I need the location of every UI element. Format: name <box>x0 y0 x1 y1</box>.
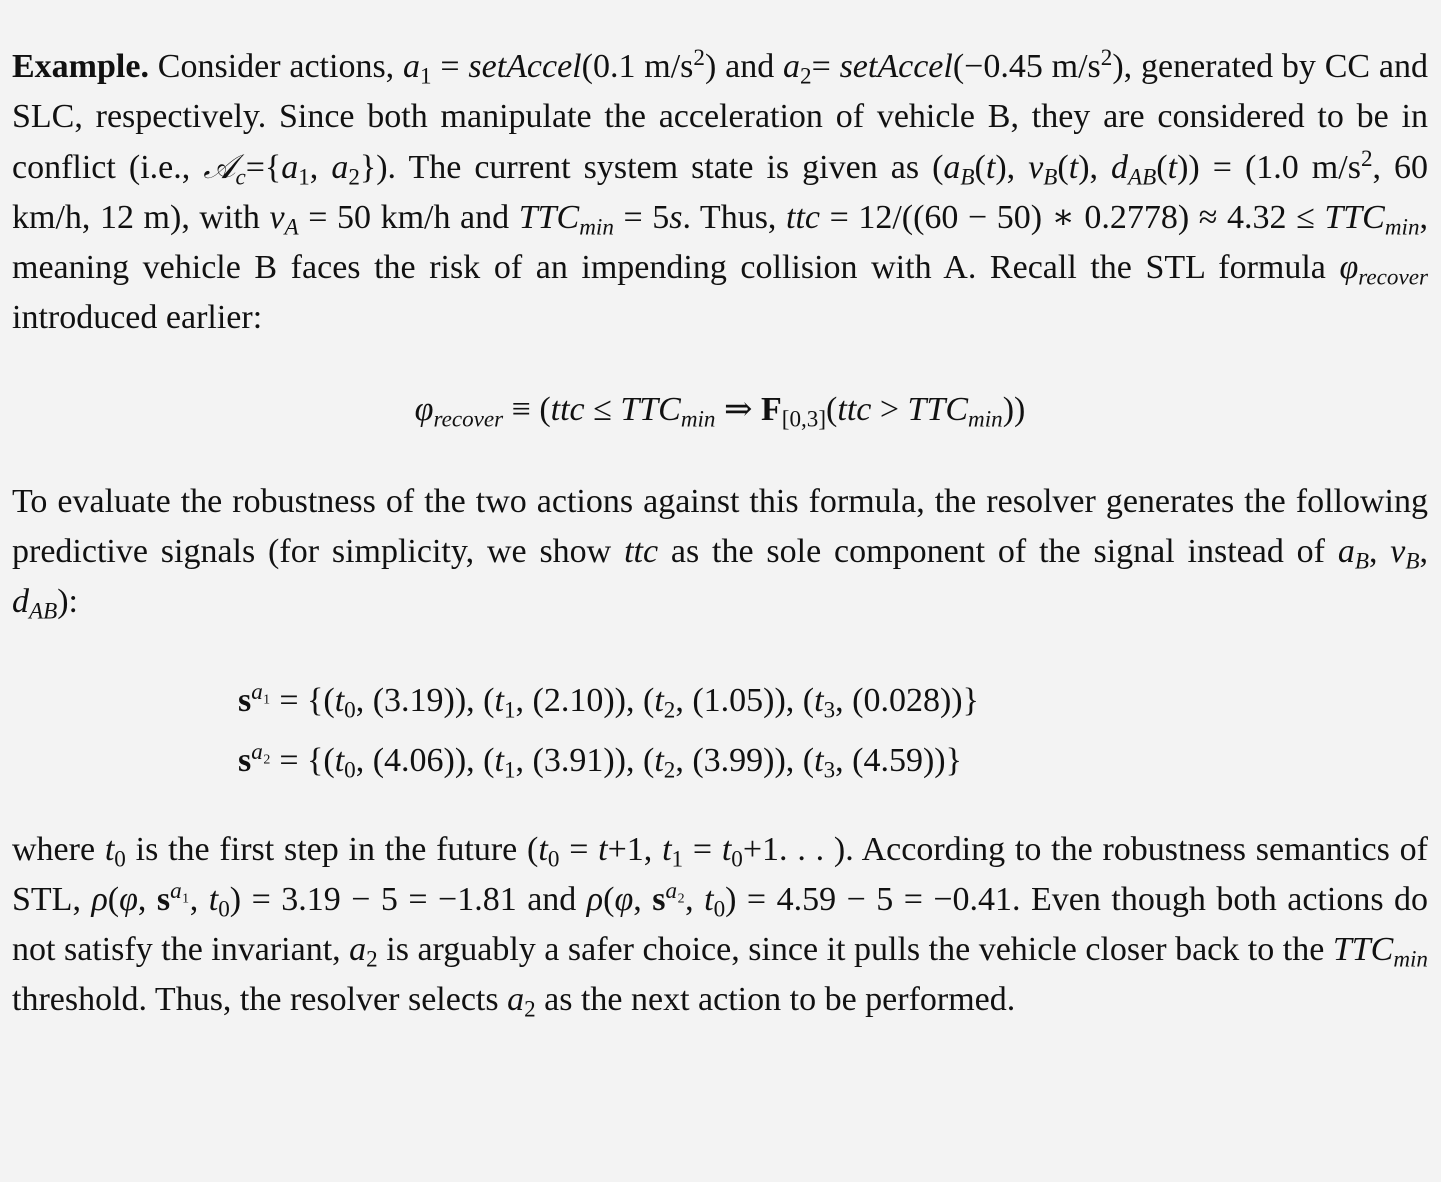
stl-formula-recover: $\varphi_{recover} \equiv (ttc \le TTC_{min}$ ⇒ $F_{[0,3]}(ttc > TTC_{min})$) <box>414 391 1026 433</box>
paragraph-intro-text: Consider actions, $a_1$ = setAccel(0.1 $m/s^2$) and $a_2=$ setAccel(−0.45 $m/s^2$), generated by CC and SLC, respectively. Since both manipulate the acceleration of vehicle B, they are considered to be in conflict (i.e., $𝒜_c=\{a_1$, $a_2$}). The current system state is given as ($a_B(t)$, $v_B(t)$, $d_{AB}(t)) = (1.0$ $m/s^2$, 60 km/h, 12 m), with $v_A = 50$ km/h and $TTC_{min} = 5s$. Thus, ttc = 12/((60 − 50) ∗ $0.2778) \approx 4.32 \le TTC_{min}$, meaning vehicle B faces the risk of an impending collision with A. Recall the STL formula $\varphi_{recover}$ introduced earlier: <box>12 44 1429 336</box>
paragraph-signals: To evaluate the robustness of the two actions against this formula, the resolver generates the following predictive signals (for simplicity, we show ttc as the sole component of the signal instead of $a_B$, $v_B$, $d_{AB}$): <box>12 483 1428 625</box>
signal-a1: $s^{a_1} = \{(t_0$, (3.19)), ($t_1$, (2.10)), ($t_2$, (1.05)), ($t_3$, (0.028))} <box>238 678 979 724</box>
signal-a2: $s^{a_2} = \{(t_0$, (4.06)), ($t_1$, (3.91)), ($t_2$, (3.99)), ($t_3$, (4.59))} <box>238 738 962 784</box>
predictive-signals <box>238 671 1428 791</box>
paragraph-intro <box>12 42 1428 343</box>
example-section <box>12 42 1428 1025</box>
paragraph-robustness: where $t_0$ is the first step in the future ($t_0 = t+1$, $t_1 = t_0+1$. . . ). According to the robustness semantics of STL, ρ(φ, $s^{a_1}$, $t_0) = 3.19 - 5 = -1.81$ and ρ(φ, $s^{a_2}$, $t_0) = 4.59 - 5 = -0.41$. Even though both actions do not satisfy the invariant, $a_2$ is arguably a safer choice, since it pulls the vehicle closer back to the $TTC_{min}$ threshold. Thus, the resolver selects $a_2$ as the next action to be performed. <box>12 831 1429 1023</box>
example-heading: Example. <box>12 48 149 85</box>
